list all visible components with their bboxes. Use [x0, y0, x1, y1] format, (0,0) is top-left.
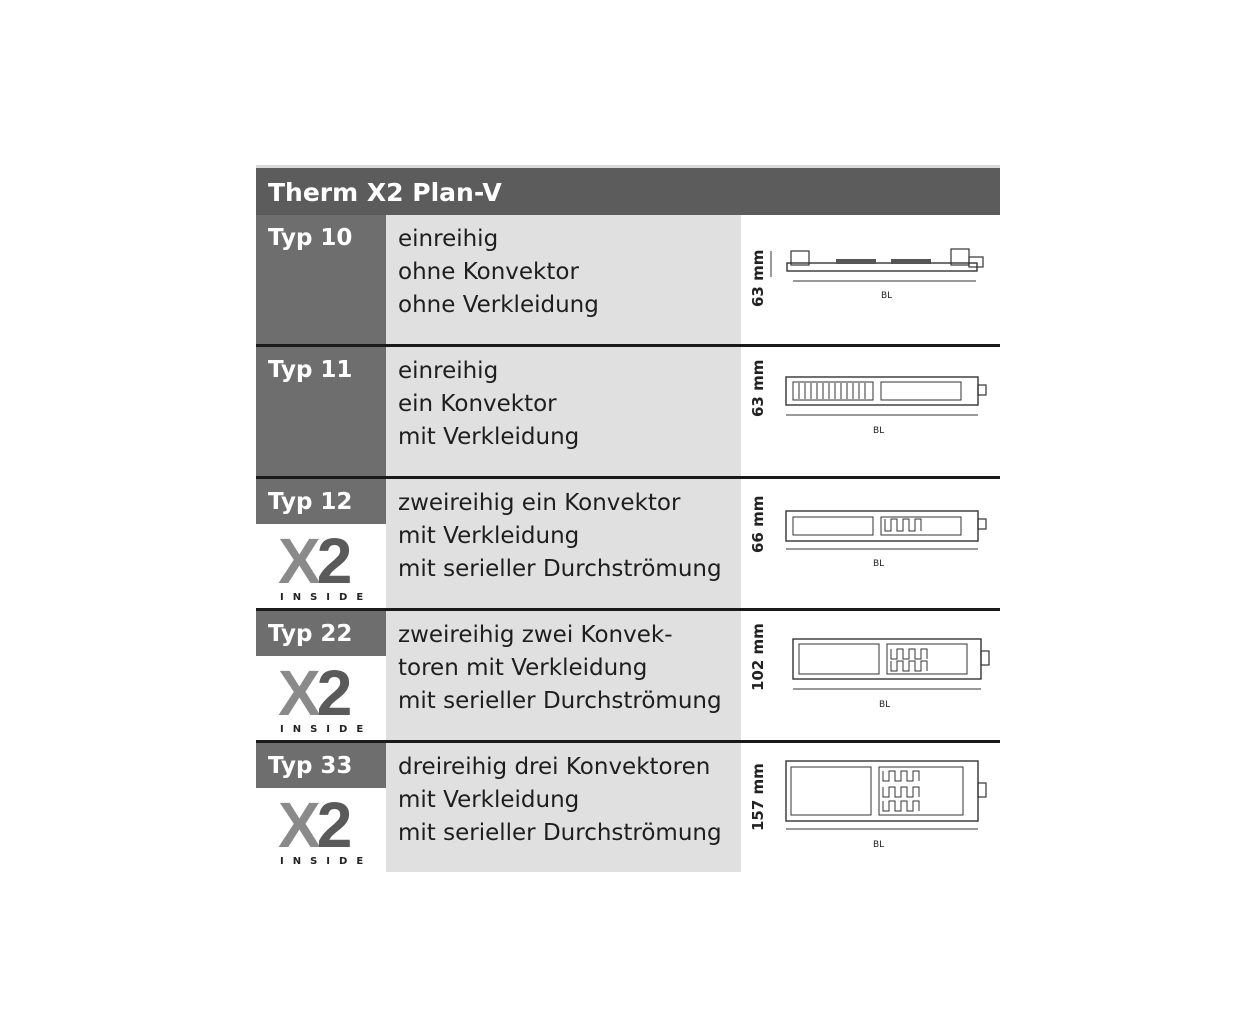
description-line: ohne Konvektor: [398, 259, 579, 285]
type-label: Typ 33: [256, 743, 386, 788]
bl-label: BL: [879, 700, 891, 710]
depth-label: 66 mm: [749, 495, 767, 553]
bl-label: BL: [873, 426, 885, 436]
description-line: mit Verkleidung: [398, 523, 580, 549]
type-label: Typ 22: [256, 611, 386, 656]
logo-inside: INSIDE: [280, 856, 373, 867]
type-cell: [256, 743, 386, 872]
description-line: mit Verkleidung: [398, 424, 580, 450]
depth-label: 63 mm: [749, 359, 767, 417]
table-row: [256, 215, 1000, 344]
logo-x: X: [278, 789, 317, 861]
description-line: einreihig: [398, 226, 499, 252]
description-line: mit serieller Durchströmung: [398, 820, 722, 846]
logo-x: X: [278, 657, 317, 729]
description-line: zweireihig zwei Konvek-: [398, 622, 673, 648]
product-table: [256, 165, 1000, 872]
depth-label: 157 mm: [749, 763, 767, 831]
logo-2: 2: [316, 525, 349, 597]
logo-2: 2: [316, 789, 349, 861]
table-row: [256, 479, 1000, 608]
description-line: dreireihig drei Konvektoren: [398, 754, 711, 780]
description-line: mit Verkleidung: [398, 787, 580, 813]
table-row: [256, 347, 1000, 476]
description-cell: [386, 347, 741, 476]
description-cell: [386, 215, 741, 344]
x2-inside-logo: [256, 656, 386, 740]
description-line: einreihig: [398, 358, 499, 384]
logo-x: X: [278, 525, 317, 597]
type-cell: [256, 347, 386, 476]
depth-label: 63 mm: [749, 249, 767, 307]
description-line: mit serieller Durchströmung: [398, 556, 722, 582]
description-line: ohne Verkleidung: [398, 292, 599, 318]
type-label: Typ 12: [256, 479, 386, 524]
type-cell: [256, 215, 386, 344]
radiator-diagram: [741, 347, 1000, 476]
description-line: zweireihig ein Konvektor: [398, 490, 681, 516]
x2-inside-logo: [256, 788, 386, 872]
table-row: [256, 611, 1000, 740]
logo-inside: INSIDE: [280, 724, 373, 735]
type-cell: [256, 479, 386, 608]
logo-2: 2: [316, 657, 349, 729]
type-label: Typ 11: [256, 347, 386, 476]
depth-label: 102 mm: [749, 623, 767, 691]
bl-label: BL: [873, 559, 885, 569]
radiator-diagram: [741, 479, 1000, 608]
logo-inside: INSIDE: [280, 592, 373, 603]
table-row: [256, 743, 1000, 872]
description-line: ein Konvektor: [398, 391, 557, 417]
x2-inside-logo: [256, 524, 386, 608]
description-cell: [386, 479, 741, 608]
radiator-diagram: [741, 743, 1000, 872]
type-cell: [256, 611, 386, 740]
radiator-diagram: [741, 611, 1000, 740]
description-line: toren mit Verkleidung: [398, 655, 648, 681]
radiator-diagram: [741, 215, 1000, 344]
description-line: mit serieller Durchströmung: [398, 688, 722, 714]
description-cell: [386, 611, 741, 740]
table-title: Therm X2 Plan-V: [256, 165, 1000, 215]
type-label: Typ 10: [256, 215, 386, 344]
bl-label: BL: [881, 291, 893, 301]
bl-label: BL: [873, 840, 885, 850]
description-cell: [386, 743, 741, 872]
